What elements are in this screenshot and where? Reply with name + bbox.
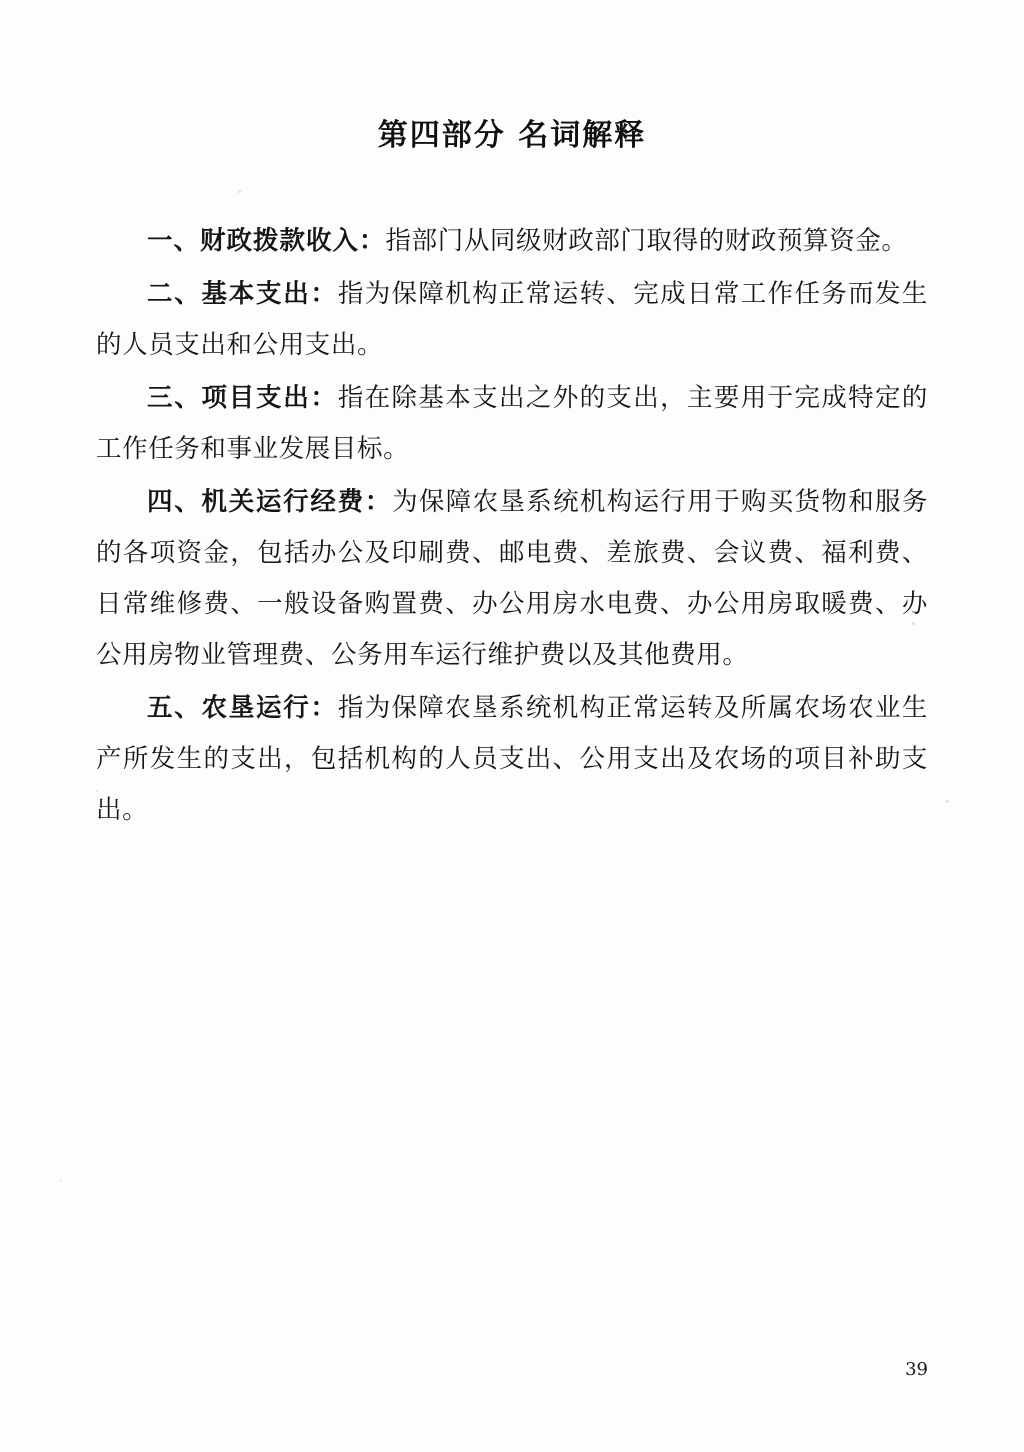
- definition-text: 指部门从同级财政部门取得的财政预算资金。: [385, 226, 908, 256]
- definition-term: 三、项目支出：: [147, 383, 338, 413]
- definition-paragraph: [96, 216, 928, 267]
- definition-text: 指为保障农垦系统机构正常运转及所属农场农业生产所发生的支出，包括机构的人员支出、公用支出及农场的项目补助支出。: [96, 693, 928, 825]
- definition-text: 指在除基本支出之外的支出，主要用于完成特定的工作任务和事业发展目标。: [96, 383, 928, 464]
- definition-paragraph: [96, 683, 928, 836]
- definition-text: 为保障农垦系统机构运行用于购买货物和服务的各项资金，包括办公及印刷费、邮电费、差旅费、会议费、福利费、日常维修费、一般设备购置费、办公用房水电费、办公用房取暖费、办公用房物业管理费、公务用车运行维护费以及其他费用。: [96, 487, 928, 670]
- page-title: 第四部分 名词解释: [377, 118, 647, 153]
- page-content: [96, 110, 928, 838]
- definition-paragraph: [96, 269, 928, 371]
- definition-term: 二、基本支出：: [147, 279, 338, 309]
- definition-paragraph: [96, 373, 928, 475]
- definition-term: 五、农垦运行：: [147, 693, 338, 723]
- scan-speck: [946, 800, 949, 803]
- page-number: 39: [905, 1359, 928, 1380]
- definition-term: 一、财政拨款收入：: [147, 226, 386, 256]
- scan-speck: [60, 1180, 62, 1182]
- definition-text: 指为保障机构正常运转、完成日常工作任务而发生的人员支出和公用支出。: [96, 279, 928, 360]
- definition-term: 四、机关运行经费：: [147, 487, 393, 517]
- definition-paragraph: [96, 477, 928, 681]
